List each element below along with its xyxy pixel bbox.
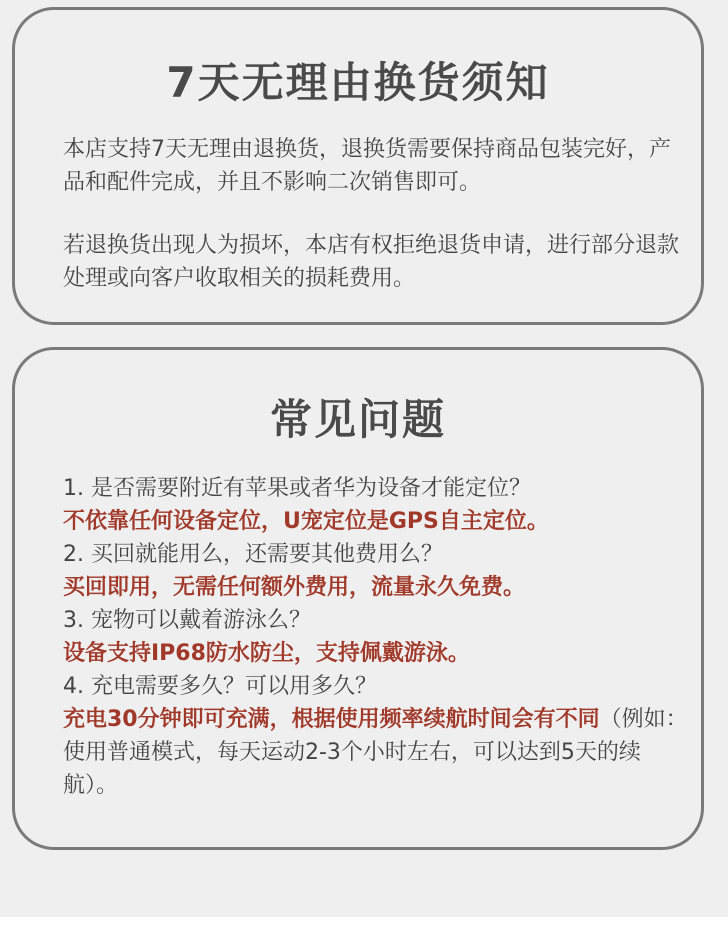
faq-card (12, 347, 704, 850)
faq-answer-1: 不依靠任何设备定位，U宠定位是GPS自主定位。 (63, 509, 549, 534)
faq-list (63, 472, 688, 802)
bottom-strip (0, 917, 728, 928)
faq-answer-4: 充电30分钟即可充满，根据使用频率续航时间会有不同 (63, 707, 600, 732)
return-policy-title: 7天无理由换货须知 (166, 58, 550, 107)
faq-question-4: 4. 充电需要多久？可以用多久？ (63, 674, 377, 699)
faq-question-3: 3. 宠物可以戴着游泳么？ (63, 608, 311, 633)
return-policy-paragraph-2: 若退换货出现人为损坏，本店有权拒绝退货申请，进行部分退款处理或向客户收取相关的损耗费用。 (63, 233, 680, 291)
return-policy-paragraph-1: 本店支持7天无理由退换货，退换货需要保持商品包装完好，产品和配件完成，并且不影响二次销售即可。 (63, 137, 671, 195)
faq-answer-3: 设备支持IP68防水防尘，支持佩戴游泳。 (63, 641, 470, 666)
faq-answer-2: 买回即用，无需任何额外费用，流量永久免费。 (63, 575, 526, 600)
faq-question-1: 1. 是否需要附近有苹果或者华为设备才能定位？ (63, 476, 531, 501)
faq-title: 常见问题 (269, 395, 446, 444)
return-policy-card (12, 7, 704, 325)
faq-answer-4-note: （例如：使用普通模式，每天运动2-3个小时左右，可以达到5天的续航）。 (63, 707, 688, 798)
faq-answer-4-block (63, 703, 688, 802)
faq-question-2: 2. 买回就能用么，还需要其他费用么？ (63, 542, 443, 567)
